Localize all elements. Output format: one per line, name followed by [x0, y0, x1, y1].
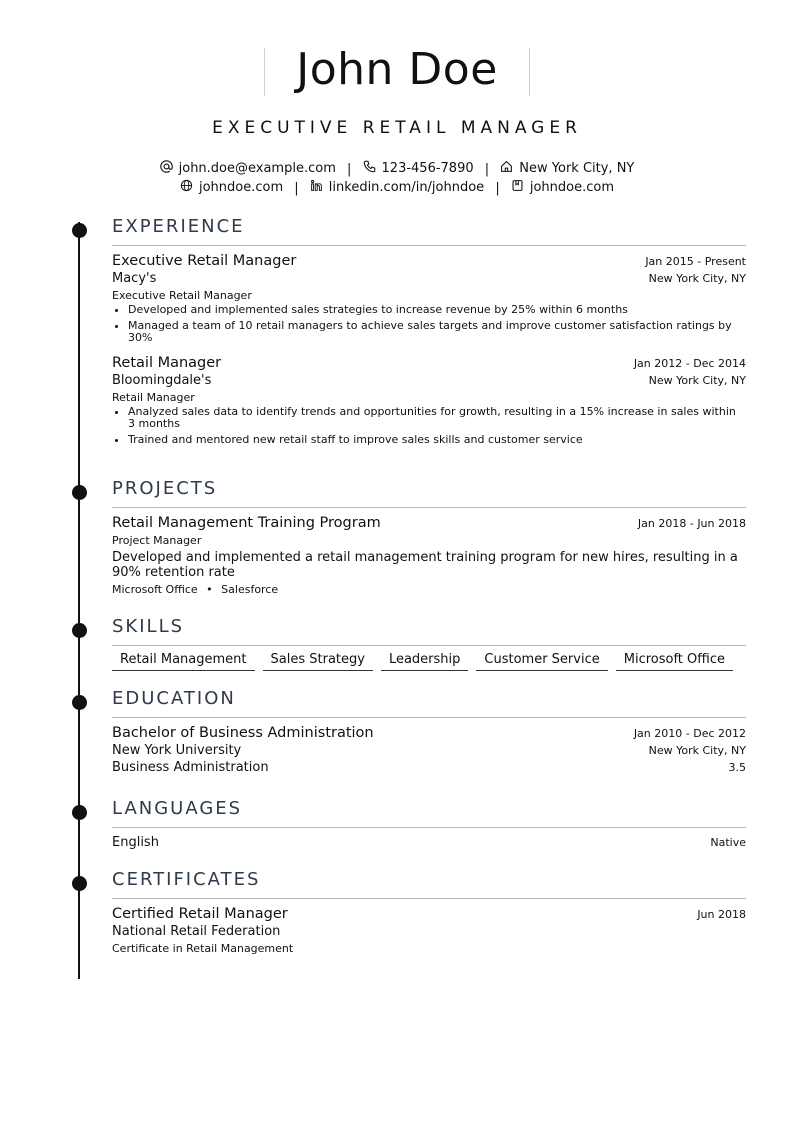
section-divider	[112, 645, 746, 646]
project-tools	[112, 583, 746, 596]
skill-tag: Microsoft Office	[616, 651, 733, 671]
separator: |	[347, 162, 352, 177]
phone-text: 123-456-7890	[381, 161, 474, 176]
separator: |	[495, 181, 500, 196]
website-text: johndoe.com	[198, 180, 284, 195]
contact-linkedin[interactable]	[310, 179, 484, 196]
at-icon	[160, 160, 173, 177]
experience-entry	[112, 253, 746, 345]
certificate-issuer: National Retail Federation	[112, 924, 281, 939]
section-title: EDUCATION	[112, 688, 236, 709]
contact-email[interactable]	[160, 160, 336, 177]
timeline-dot	[72, 695, 87, 710]
experience-section	[112, 216, 746, 449]
timeline-dot	[72, 485, 87, 500]
job-subtitle: Retail Manager	[112, 390, 195, 404]
headline: EXECUTIVE RETAIL MANAGER	[212, 118, 582, 138]
certificate-name: Certified Retail Manager	[112, 906, 288, 922]
timeline-line	[78, 222, 80, 979]
section-title: LANGUAGES	[112, 798, 243, 819]
section-title: EXPERIENCE	[112, 216, 245, 237]
globe-icon	[180, 179, 193, 196]
email-text: john.doe@example.com	[178, 161, 336, 176]
certificate-entry	[112, 906, 746, 955]
skills-section	[112, 616, 746, 671]
home-icon	[500, 160, 513, 177]
timeline-dot	[72, 223, 87, 238]
job-dates: Jan 2015 - Present	[645, 255, 746, 268]
education-dates: Jan 2010 - Dec 2012	[633, 727, 746, 740]
list-item: • Developed and implemented sales strategies to increase revenue by 25% within 6 months	[128, 304, 746, 317]
project-dates: Jan 2018 - Jun 2018	[637, 517, 746, 530]
tool-separator: •	[206, 583, 213, 596]
job-dates: Jan 2012 - Dec 2014	[633, 356, 746, 370]
section-divider	[112, 898, 746, 899]
certificates-section	[112, 869, 746, 955]
education-section	[112, 688, 746, 775]
job-subtitle: Executive Retail Manager	[112, 289, 252, 302]
school-location: New York City, NY	[648, 744, 746, 757]
section-divider	[112, 507, 746, 508]
tool-item: Microsoft Office	[112, 583, 198, 596]
company-name: Macy's	[112, 271, 157, 286]
section-divider	[112, 827, 746, 828]
location-text: New York City, NY	[519, 161, 635, 176]
linkedin-text: linkedin.com/in/johndoe	[328, 180, 485, 195]
timeline-dot	[72, 623, 87, 638]
languages-section	[112, 798, 746, 850]
job-location: New York City, NY	[648, 373, 746, 387]
contact-line-2	[0, 179, 794, 196]
experience-entry	[112, 355, 746, 447]
contact-portfolio[interactable]	[511, 179, 614, 196]
projects-section	[112, 478, 746, 596]
list-item: • Analyzed sales data to identify trends and opportunities for growth, resulting in a 15% increase in sales within 3 months	[128, 406, 746, 431]
school-name: New York University	[112, 743, 242, 758]
job-position: Executive Retail Manager	[112, 253, 297, 269]
separator: |	[294, 181, 299, 196]
skill-tag: Leadership	[381, 651, 468, 671]
bookmark-icon	[511, 179, 524, 196]
certificate-date: Jun 2018	[697, 908, 746, 921]
project-description: Developed and implemented a retail management training program for new hires, resulting in a 90% retention rate	[112, 550, 738, 580]
portfolio-text: johndoe.com	[529, 180, 615, 195]
project-name: Retail Management Training Program	[112, 515, 381, 531]
section-title: SKILLS	[112, 616, 185, 637]
name-header	[0, 44, 794, 96]
job-bullets	[112, 406, 746, 447]
language-level: Native	[710, 836, 746, 849]
section-title: PROJECTS	[112, 478, 218, 499]
degree: Bachelor of Business Administration	[112, 725, 374, 741]
contact-phone[interactable]	[363, 160, 474, 177]
contact-line-1	[0, 160, 794, 177]
skill-tag: Sales Strategy	[263, 651, 373, 671]
company-name: Bloomingdale's	[112, 372, 212, 388]
section-divider	[112, 717, 746, 718]
separator: |	[484, 162, 490, 177]
education-entry	[112, 725, 746, 775]
section-divider	[112, 245, 746, 246]
gpa: 3.5	[728, 761, 746, 774]
list-item: • Managed a team of 10 retail managers to achieve sales targets and improve customer satisfaction ratings by 30%	[128, 320, 746, 345]
list-item: • Trained and mentored new retail staff to improve sales skills and customer service	[128, 434, 746, 447]
project-role: Project Manager	[112, 534, 202, 547]
linkedin-icon	[310, 179, 323, 196]
skill-tag: Retail Management	[112, 651, 255, 671]
tool-item: Salesforce	[221, 583, 279, 596]
phone-icon	[363, 160, 376, 177]
language-entry	[112, 835, 746, 850]
project-entry	[112, 515, 746, 596]
language-name: English	[112, 835, 159, 850]
field-of-study: Business Administration	[112, 760, 269, 775]
candidate-name: John Doe	[296, 44, 498, 95]
skills-list	[112, 651, 746, 671]
contact-location	[500, 160, 634, 177]
name-box	[264, 44, 530, 96]
section-title: CERTIFICATES	[112, 869, 261, 890]
job-position: Retail Manager	[112, 354, 222, 371]
job-bullets	[112, 304, 746, 345]
contact-website[interactable]	[180, 179, 283, 196]
skill-tag: Customer Service	[476, 651, 607, 671]
job-location: New York City, NY	[648, 272, 746, 285]
timeline-dot	[72, 876, 87, 891]
certificate-description: Certificate in Retail Management	[112, 942, 294, 955]
timeline-dot	[72, 805, 87, 820]
